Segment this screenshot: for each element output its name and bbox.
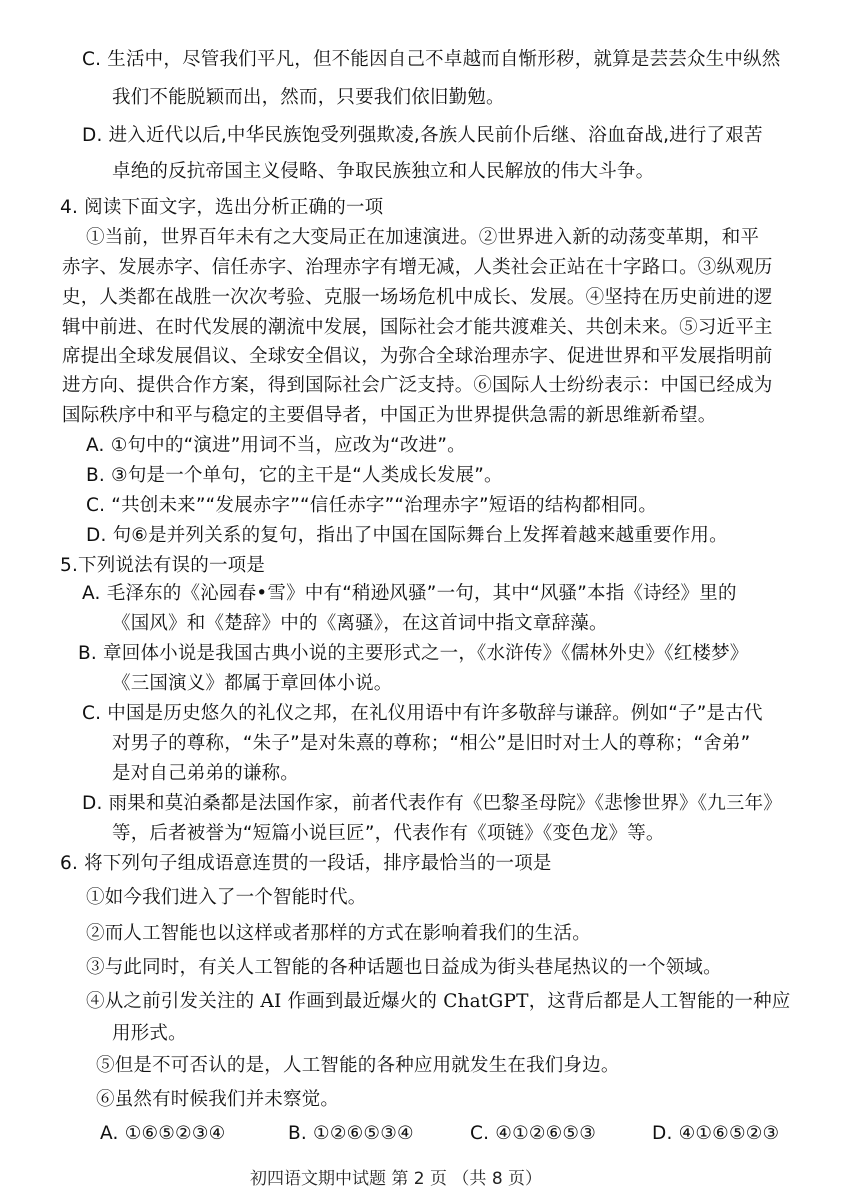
q4-option-d: D. 句⑥是并列关系的复句，指出了中国在国际舞台上发挥着越来越重要作用。: [86, 525, 728, 546]
q6-option-b: B. ①②⑥⑤③④: [288, 1123, 414, 1144]
q5-option-b-line2: 《三国演义》都属于章回体小说。: [112, 673, 393, 694]
q3-option-c-line2: 我们不能脱颖而出，然而，只要我们依旧勤勉。: [112, 87, 505, 108]
q6-option-d: D. ④①⑥⑤②③: [652, 1123, 780, 1144]
q6-sentence-6: ⑥虽然有时候我们并未察觉。: [96, 1089, 340, 1110]
q3-option-d-line2: 卓绝的反抗帝国主义侵略、争取民族独立和人民解放的伟大斗争。: [112, 161, 655, 182]
q3-option-d-line1: D. 进入近代以后,中华民族饱受列强欺凌,各族人民前仆后继、浴血奋战,进行了艰苦: [82, 125, 763, 146]
q6-sentence-1: ①如今我们进入了一个智能时代。: [86, 887, 367, 908]
q4-passage-line: 赤字、发展赤字、信任赤字、治理赤字有增无减，人类社会正站在十字路口。③纵观历: [62, 257, 773, 278]
q4-passage-line: 进方向、提供合作方案，得到国际社会广泛支持。⑥国际人士纷纷表示：中国已经成为: [62, 375, 773, 396]
page-footer: 初四语文期中试题 第 2 页 （共 8 页）: [250, 1169, 543, 1189]
q5-option-c-line2: 对男子的尊称，“朱子”是对朱熹的尊称；“相公”是旧时对士人的尊称；“舍弟”: [112, 733, 751, 754]
q5-option-d-line1: D. 雨果和莫泊桑都是法国作家，前者代表作有《巴黎圣母院》《悲惨世界》《九三年》: [82, 793, 783, 814]
q6-stem: 6. 将下列句子组成语意连贯的一段话，排序最恰当的一项是: [60, 853, 552, 874]
q6-sentence-3: ③与此同时，有关人工智能的各种话题也日益成为街头巷尾热议的一个领域。: [86, 957, 722, 978]
q4-passage-line: 辑中前进、在时代发展的潮流中发展，国际社会才能共渡难关、共创未来。⑤习近平主: [62, 317, 773, 338]
q4-stem: 4. 阅读下面文字，选出分析正确的一项: [60, 197, 384, 218]
q6-sentence-4-line1: ④从之前引发关注的 AI 作画到最近爆火的 ChatGPT，这背后都是人工智能的一种应: [86, 991, 791, 1012]
q6-sentence-2: ②而人工智能也以这样或者那样的方式在影响着我们的生活。: [86, 923, 591, 944]
q4-option-c: C. “共创未来”“发展赤字”“信任赤字”“治理赤字”短语的结构都相同。: [86, 495, 658, 516]
q4-passage-line: 席提出全球发展倡议、全球安全倡议，为弥合全球治理赤字、促进世界和平发展指明前: [62, 346, 773, 367]
q5-option-a-line2: 《国风》和《楚辞》中的《离骚》，在这首词中指文章辞藻。: [112, 613, 608, 634]
q6-sentence-4-line2: 用形式。: [112, 1023, 187, 1044]
q4-passage-line: 国际秩序中和平与稳定的主要倡导者，中国正为世界提供急需的新思维新希望。: [62, 405, 717, 426]
q5-option-b-line1: B. 章回体小说是我国古典小说的主要形式之一，《水浒传》《儒林外史》《红楼梦》: [78, 643, 749, 664]
q5-option-d-line2: 等，后者被誉为“短篇小说巨匠”，代表作有《项链》《变色龙》等。: [112, 823, 665, 844]
q4-passage-line: 史，人类都在战胜一次次考验、克服一场场危机中成长、发展。④坚持在历史前进的逻: [62, 287, 773, 308]
q6-sentence-5: ⑤但是不可否认的是，人工智能的各种应用就发生在我们身边。: [96, 1055, 620, 1076]
q4-option-a: A. ①句中的“演进”用词不当，应改为“改进”。: [86, 435, 466, 456]
q6-option-a: A. ①⑥⑤②③④: [100, 1123, 226, 1144]
q4-passage-line: ①当前，世界百年未有之大变局正在加速演进。②世界进入新的动荡变革期，和平: [86, 227, 760, 248]
q5-option-a-line1: A. 毛泽东的《沁园春•雪》中有“稍逊风骚”一句，其中“风骚”本指《诗经》里的: [82, 583, 737, 604]
q5-option-c-line3: 是对自己弟弟的谦称。: [112, 763, 300, 784]
q3-option-c-line1: C. 生活中，尽管我们平凡，但不能因自己不卓越而自惭形秽，就算是芸芸众生中纵然: [82, 49, 781, 70]
q6-option-c: C. ④①②⑥⑤③: [470, 1123, 596, 1144]
q5-stem: 5.下列说法有误的一项是: [60, 555, 266, 576]
q5-option-c-line1: C. 中国是历史悠久的礼仪之邦，在礼仪用语中有许多敬辞与谦辞。例如“子”是古代: [82, 703, 763, 724]
q4-option-b: B. ③句是一个单句，它的主干是“人类成长发展”。: [86, 465, 503, 486]
